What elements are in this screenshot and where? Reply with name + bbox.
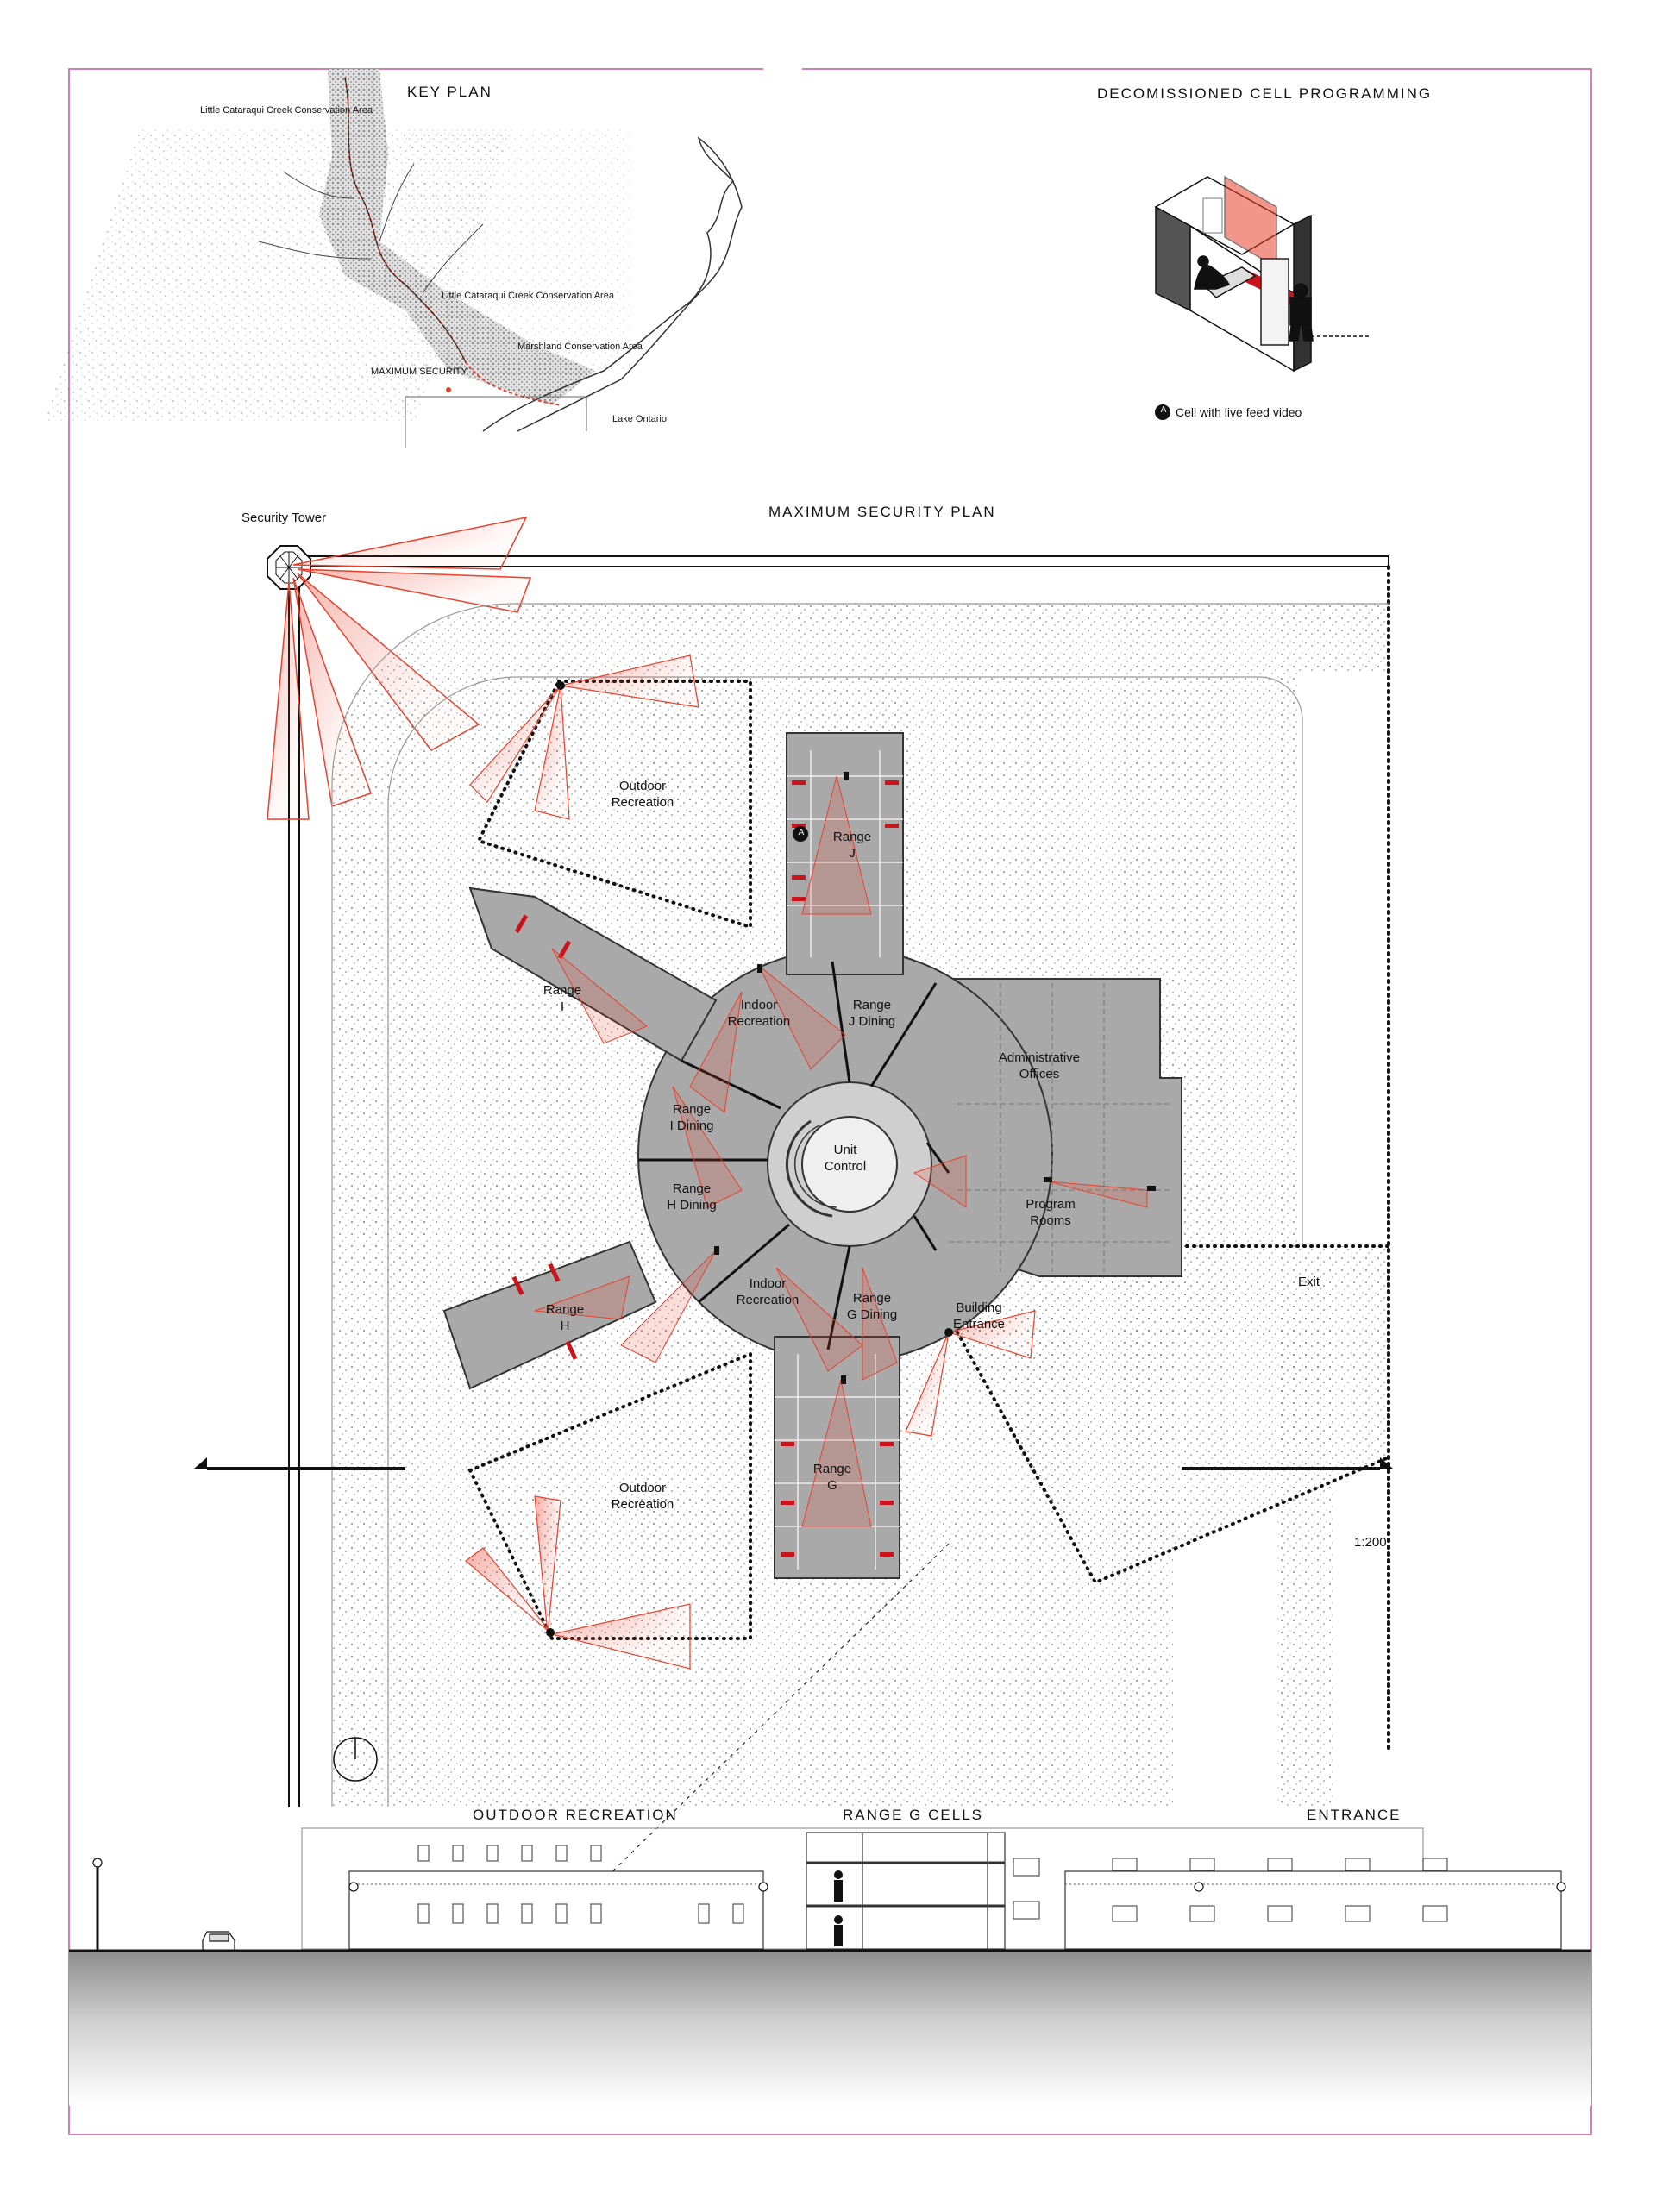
key-label-lake: Lake Ontario	[612, 414, 667, 424]
scale-label: 1:200	[1354, 1535, 1387, 1550]
plan-title: MAXIMUM SECURITY PLAN	[768, 504, 996, 520]
ground-gradient	[69, 1951, 1591, 2106]
room-unit-control: Unit Control	[824, 1143, 867, 1174]
cell-marker-a-label: A	[798, 828, 805, 837]
room-indoor-rec-top: Indoor Recreation	[727, 998, 791, 1029]
cell-axonometric	[1156, 177, 1371, 371]
room-range-i-dining: Range I Dining	[669, 1102, 714, 1133]
car-icon	[203, 1932, 235, 1951]
elevation-entrance-label: ENTRANCE	[1307, 1807, 1402, 1823]
cell-programming-title: DECOMISSIONED CELL PROGRAMMING	[1097, 85, 1433, 102]
key-label-little-cataraqui-2: Little Cataraqui Creek Conservation Area	[442, 291, 614, 301]
room-range-h-dining: Range H Dining	[667, 1181, 717, 1213]
key-plan-map	[44, 69, 742, 448]
room-range-g: Range G	[812, 1462, 852, 1493]
key-label-max-security: MAXIMUM SECURITY	[371, 367, 467, 377]
exit-label: Exit	[1298, 1275, 1320, 1289]
key-plan-title: KEY PLAN	[407, 84, 492, 100]
cell-legend-marker-label: A	[1160, 405, 1167, 415]
room-range-g-dining: Range G Dining	[846, 1291, 898, 1322]
security-tower-label: Security Tower	[242, 511, 327, 525]
room-indoor-rec-bottom: Indoor Recreation	[736, 1276, 800, 1307]
elevation-range-g-label: RANGE G CELLS	[843, 1807, 983, 1823]
elevation-drawing	[93, 1828, 1565, 1951]
room-outdoor-rec-top: Outdoor Recreation	[611, 779, 674, 810]
elevation-outdoor-label: OUTDOOR RECREATION	[473, 1807, 678, 1823]
room-range-i: Range I	[543, 983, 582, 1014]
key-label-little-cataraqui-1: Little Cataraqui Creek Conservation Area	[200, 105, 373, 116]
room-range-h: Range H	[545, 1302, 585, 1333]
cell-legend-text: Cell with live feed video	[1176, 405, 1302, 419]
room-building-entrance: Building Entrance	[952, 1300, 1006, 1332]
room-admin-offices: Administrative Offices	[998, 1050, 1081, 1081]
room-range-j: Range J	[832, 830, 872, 861]
room-program-rooms: Program Rooms	[1026, 1197, 1076, 1228]
room-range-j-dining: Range J Dining	[848, 998, 896, 1029]
key-label-marshland: Marshland Conservation Area	[518, 342, 643, 352]
room-outdoor-rec-bottom: Outdoor Recreation	[611, 1481, 674, 1512]
